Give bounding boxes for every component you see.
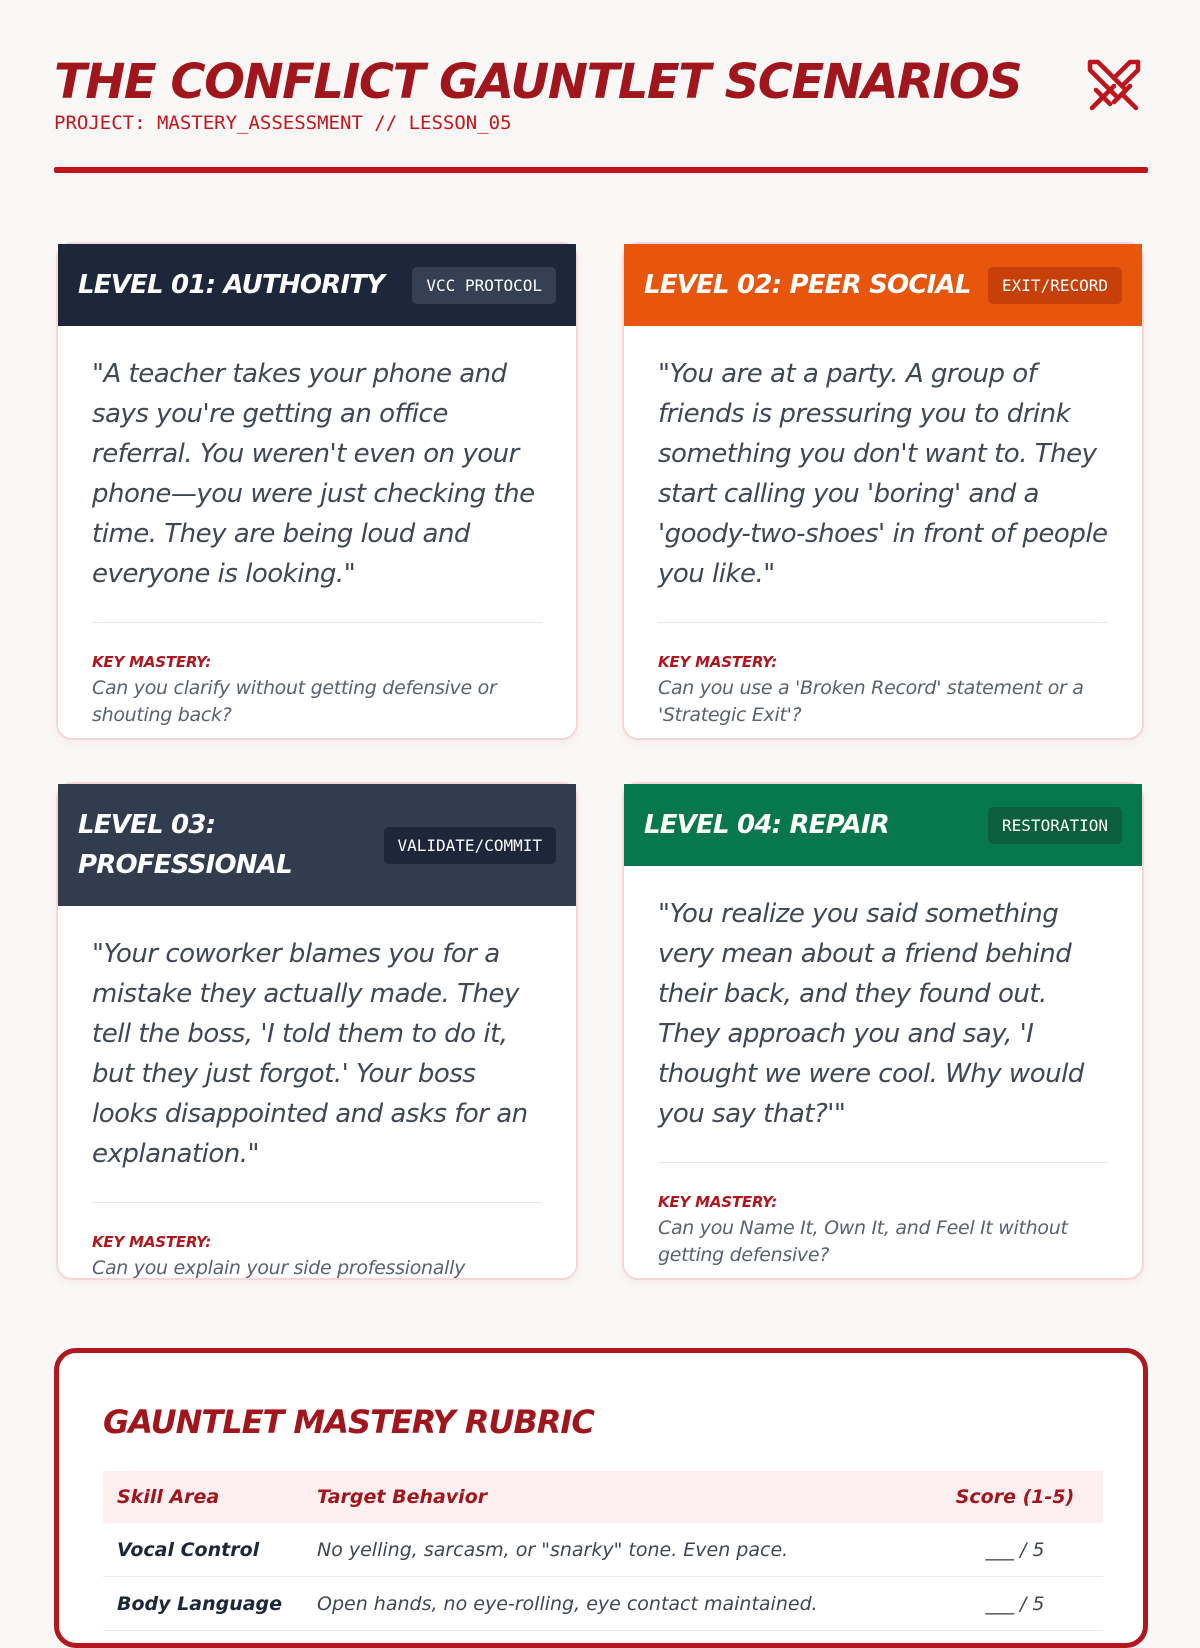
scenario-card-repair [622,782,1144,1280]
card-badge: VALIDATE/COMMIT [384,827,557,864]
scenario-quote: "A teacher takes your phone and says you're getting an office referral. You weren't even on your phone—you were just checking the time. They are being loud and everyone is looking." [92,359,535,589]
column-header: Target Behavior [317,1486,488,1508]
column-header: Skill Area [117,1486,220,1508]
card-title: LEVEL 02: PEER SOCIAL [644,270,971,300]
table-row [103,1577,1103,1631]
card-header [58,784,576,906]
skill-cell: Body Language [117,1592,283,1615]
page-title: THE CONFLICT GAUNTLET SCENARIOS [54,54,1022,110]
score-cell: ___ / 5 [985,1538,1045,1561]
page-header [54,52,1148,134]
rubric-table [103,1471,1103,1631]
header-divider [54,167,1148,173]
mastery-rubric [54,1348,1148,1648]
card-body [58,906,576,1282]
card-title: LEVEL 01: AUTHORITY [78,270,385,300]
key-mastery-label: KEY MASTERY: [658,653,778,671]
key-mastery-text: Can you Name It, Own It, and Feel It without getting defensive? [658,1217,1068,1266]
key-mastery-label: KEY MASTERY: [658,1193,778,1211]
card-divider [658,622,1108,623]
card-header [624,784,1142,866]
rubric-header-row [103,1471,1103,1523]
card-badge: VCC PROTOCOL [412,267,556,304]
scenario-quote: "You realize you said something very mean about a friend behind their back, and they found out. They approach you and say, 'I thought we were cool. Why would you say that?'" [658,899,1084,1129]
key-mastery-text: Can you clarify without getting defensive or shouting back? [92,677,497,726]
page-subtitle: PROJECT: MASTERY_ASSESSMENT // LESSON_05 [54,112,512,134]
card-body [624,326,1142,729]
column-header: Score (1-5) [955,1486,1075,1508]
key-mastery-text: Can you use a 'Broken Record' statement or a 'Strategic Exit'? [658,677,1084,726]
crossed-swords-icon [1084,56,1144,116]
card-body [58,326,576,729]
scenario-quote: "You are at a party. A group of friends is pressuring you to drink something you don't want to. They start calling you 'boring' and a 'goody-two-shoes' in front of people you like." [658,359,1108,589]
key-mastery-text: Can you explain your side professionally [92,1257,466,1279]
scenario-card-peer-social [622,242,1144,740]
scenario-quote: "Your coworker blames you for a mistake they actually made. They tell the boss, 'I told them to do it, but they just forgot.' Your boss looks disappointed and asks for an explanation." [92,939,528,1169]
key-mastery-label: KEY MASTERY: [92,1233,212,1251]
card-divider [92,1202,542,1203]
card-header [58,244,576,326]
behavior-cell: No yelling, sarcasm, or "snarky" tone. Even pace. [317,1538,789,1561]
behavior-cell: Open hands, no eye-rolling, eye contact maintained. [317,1592,818,1615]
card-divider [658,1162,1108,1163]
skill-cell: Vocal Control [117,1538,260,1561]
table-row [103,1523,1103,1577]
card-title: LEVEL 04: REPAIR [644,810,889,840]
scenario-card-authority [56,242,578,740]
card-badge: RESTORATION [988,807,1122,844]
score-cell: ___ / 5 [985,1592,1045,1615]
scenario-card-professional [56,782,578,1280]
rubric-title: GAUNTLET MASTERY RUBRIC [103,1403,594,1441]
card-body [624,866,1142,1269]
card-title: LEVEL 03: PROFESSIONAL [78,810,292,880]
key-mastery-label: KEY MASTERY: [92,653,212,671]
card-divider [92,622,542,623]
card-header [624,244,1142,326]
card-badge: EXIT/RECORD [988,267,1122,304]
